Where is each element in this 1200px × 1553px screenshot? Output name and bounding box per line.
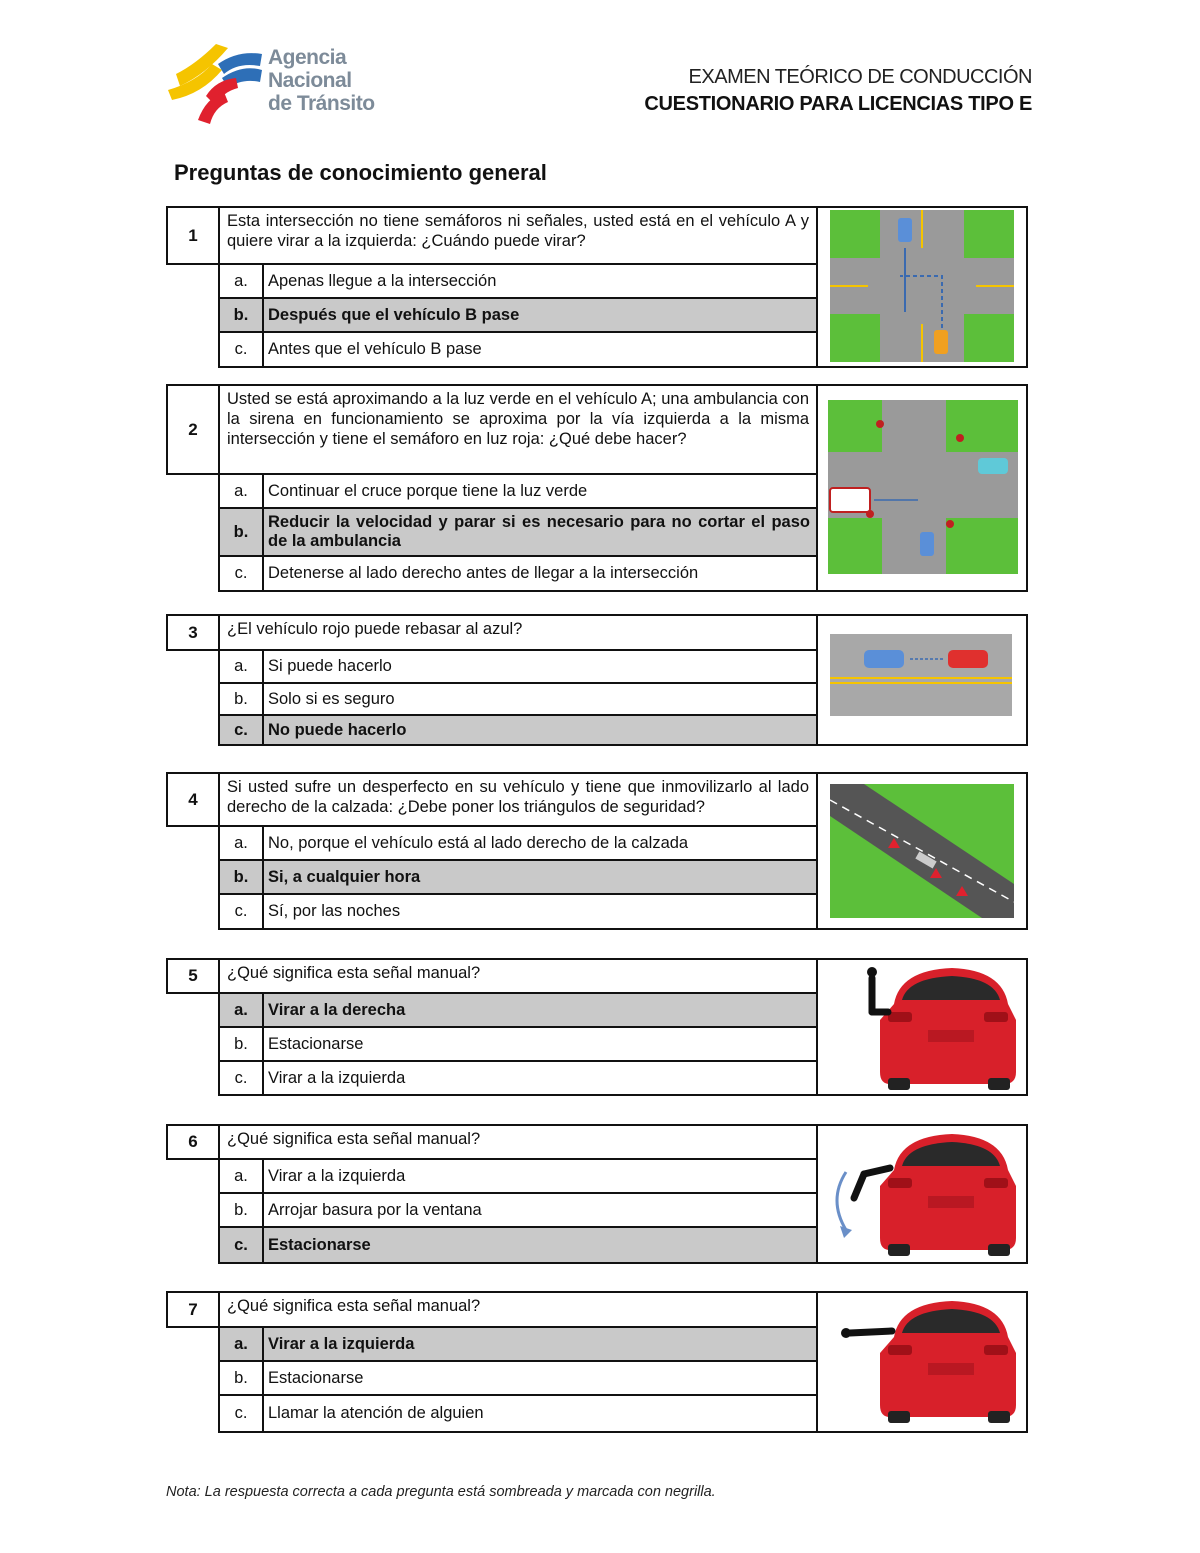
question-number: 1 [166,206,220,265]
agency-name-line1: Agencia [268,46,347,69]
option-letter: a. [220,1160,264,1192]
option-c[interactable] [218,1394,818,1433]
question-number: 4 [166,772,220,827]
question-number: 3 [166,614,220,651]
option-text: Llamar la atención de alguien [268,1404,484,1422]
option-b[interactable] [218,1192,818,1228]
option-text: Detenerse al lado derecho antes de llegar a la intersección [268,564,699,582]
option-letter: a. [220,651,264,682]
option-a-correct[interactable] [218,992,818,1028]
exam-header [644,66,1032,116]
question-6 [166,1124,1028,1264]
option-letter: b. [220,684,264,714]
question-number: 6 [166,1124,220,1160]
option-text: Estacionarse [268,1235,371,1254]
question-7 [166,1291,1028,1433]
footnote: Nota: La respuesta correcta a cada pregunta está sombreada y marcada con negrilla. [166,1484,716,1500]
option-c[interactable] [218,555,818,592]
option-a[interactable] [218,473,818,509]
option-text: Apenas llegue a la intersección [268,271,497,290]
option-c-correct[interactable] [218,714,818,746]
option-letter: b. [220,861,264,893]
option-b-correct[interactable] [218,297,818,333]
option-letter: b. [220,509,264,555]
ambulance-intersection-diagram [816,384,1028,592]
agency-name [268,46,375,115]
option-letter: b. [220,1362,264,1394]
option-a[interactable] [218,263,818,299]
option-b[interactable] [218,1026,818,1062]
question-number: 2 [166,384,220,475]
option-letter: a. [220,265,264,297]
option-text: Reducir la velocidad y parar si es necesario para no cortar el paso de la ambulancia [268,513,810,550]
option-letter: a. [220,1328,264,1360]
option-b[interactable] [218,1360,818,1396]
exam-subtitle: CUESTIONARIO PARA LICENCIAS TIPO E [644,93,1032,115]
option-letter: a. [220,475,264,507]
option-text: Estacionarse [268,1034,364,1053]
option-letter: a. [220,994,264,1026]
option-c[interactable] [218,331,818,368]
hand-signal-left [816,1291,1028,1433]
question-5 [166,958,1028,1096]
option-a[interactable] [218,1158,818,1194]
option-text: No puede hacerlo [268,720,407,739]
question-text: Esta intersección no tiene semáforos ni señales, usted está en el vehículo A y quiere virar a la izquierda: ¿Cuándo puede virar? [218,206,818,265]
agency-logo-icon [166,34,266,126]
option-letter: c. [220,1228,264,1262]
section-title: Preguntas de conocimiento general [174,160,547,185]
overtaking-diagram [816,614,1028,746]
option-c-correct[interactable] [218,1226,818,1264]
option-text: Virar a la izquierda [268,1334,415,1353]
option-text: No, porque el vehículo está al lado derecho de la calzada [268,833,689,852]
option-c[interactable] [218,1060,818,1096]
option-text: Solo si es seguro [268,689,395,708]
question-2 [166,384,1028,592]
option-text: Virar a la derecha [268,1000,406,1019]
question-3 [166,614,1028,746]
question-text: ¿Qué significa esta señal manual? [218,1124,818,1160]
question-text: ¿Qué significa esta señal manual? [218,958,818,994]
option-text: Si puede hacerlo [268,657,392,675]
question-number: 7 [166,1291,220,1328]
road-triangles-diagram [816,772,1028,930]
option-b-correct[interactable] [218,507,818,557]
question-text: ¿Qué significa esta señal manual? [218,1291,818,1328]
question-1 [166,206,1028,368]
option-a-correct[interactable] [218,1326,818,1362]
option-letter: a. [220,827,264,859]
option-text: Virar a la izquierda [268,1166,406,1185]
intersection-diagram [816,206,1028,368]
question-text: Si usted sufre un desperfecto en su vehículo y tiene que inmovilizarlo al lado derecho de la calzada: ¿Debe poner los triángulos de seguridad? [218,772,818,827]
question-text: Usted se está aproximando a la luz verde en el vehículo A; una ambulancia con la sirena en funcionamiento se aproxima por la vía izquierda a la misma intersección y tiene el semáforo en luz roja: ¿Qué debe hacer? [218,384,818,475]
option-letter: c. [220,716,264,744]
option-text: Virar a la izquierda [268,1068,406,1087]
option-letter: b. [220,299,264,331]
question-number: 5 [166,958,220,994]
question-text: ¿El vehículo rojo puede rebasar al azul? [218,614,818,651]
option-letter: b. [220,1028,264,1060]
option-text: Antes que el vehículo B pase [268,340,482,358]
option-text: Continuar el cruce porque tiene la luz verde [268,481,588,500]
question-4 [166,772,1028,930]
option-a[interactable] [218,649,818,684]
option-text: Después que el vehículo B pase [268,305,520,324]
option-b-correct[interactable] [218,859,818,895]
agency-logo [166,34,376,126]
hand-signal-right [816,958,1028,1096]
option-b[interactable] [218,682,818,716]
option-a[interactable] [218,825,818,861]
option-letter: c. [220,1062,264,1094]
option-text: Estacionarse [268,1368,364,1387]
option-letter: c. [220,895,264,928]
agency-name-line3: de Tránsito [268,92,375,115]
option-letter: c. [220,1396,264,1431]
hand-signal-park [816,1124,1028,1264]
option-letter: b. [220,1194,264,1226]
option-text: Si, a cualquier hora [268,867,421,886]
option-c[interactable] [218,893,818,930]
option-letter: c. [220,333,264,366]
agency-name-line2: Nacional [268,69,352,92]
option-letter: c. [220,557,264,590]
exam-title: EXAMEN TEÓRICO DE CONDUCCIÓN [688,66,1032,88]
option-text: Arrojar basura por la ventana [268,1200,482,1219]
option-text: Sí, por las noches [268,902,401,920]
